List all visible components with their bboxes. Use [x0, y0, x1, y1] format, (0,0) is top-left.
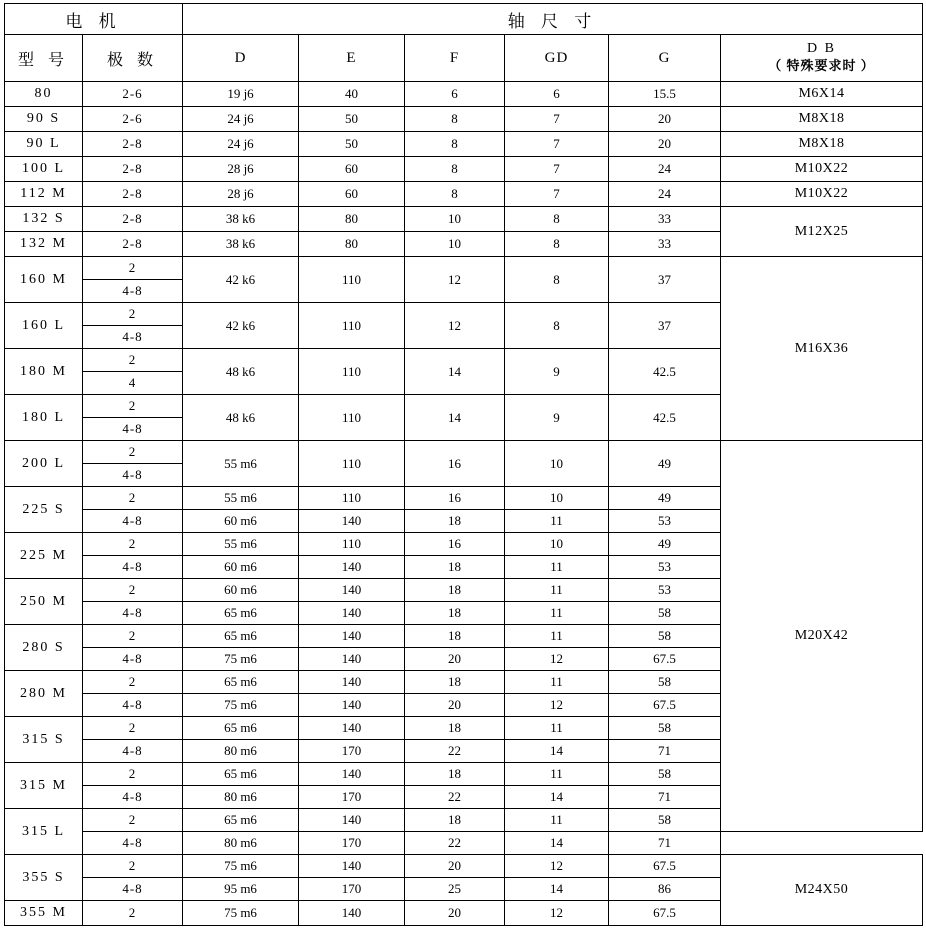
cell-d: 55 m6 — [183, 487, 299, 510]
cell-db: M16X36 — [721, 257, 923, 441]
cell-gd: 9 — [505, 349, 609, 395]
cell-poles: 2 — [83, 809, 183, 832]
shaft-dimensions-table — [4, 3, 923, 926]
cell-poles: 2 — [83, 855, 183, 878]
cell-d: 60 m6 — [183, 579, 299, 602]
cell-gd: 12 — [505, 901, 609, 926]
header-db — [721, 35, 923, 82]
cell-d: 19 j6 — [183, 82, 299, 107]
cell-gd: 8 — [505, 207, 609, 232]
cell-f: 20 — [405, 901, 505, 926]
cell-gd: 11 — [505, 809, 609, 832]
cell-d: 60 m6 — [183, 556, 299, 579]
cell-g: 58 — [609, 625, 721, 648]
cell-g: 49 — [609, 441, 721, 487]
cell-poles: 2-8 — [83, 232, 183, 257]
cell-e: 140 — [299, 694, 405, 717]
cell-d: 75 m6 — [183, 694, 299, 717]
cell-d: 55 m6 — [183, 533, 299, 556]
cell-g: 37 — [609, 303, 721, 349]
cell-model: 315 L — [5, 809, 83, 855]
cell-poles: 2 — [83, 395, 183, 418]
cell-g: 20 — [609, 107, 721, 132]
cell-gd: 14 — [505, 786, 609, 809]
cell-d: 75 m6 — [183, 901, 299, 926]
table-row — [5, 107, 923, 132]
cell-g: 49 — [609, 487, 721, 510]
cell-gd: 11 — [505, 763, 609, 786]
cell-model: 180 L — [5, 395, 83, 441]
cell-gd: 11 — [505, 510, 609, 533]
cell-e: 50 — [299, 132, 405, 157]
cell-f: 18 — [405, 579, 505, 602]
header-e: E — [299, 35, 405, 82]
cell-model: 90 S — [5, 107, 83, 132]
header-g: G — [609, 35, 721, 82]
cell-poles: 4-8 — [83, 464, 183, 487]
table-row — [5, 207, 923, 232]
cell-d: 60 m6 — [183, 510, 299, 533]
cell-d: 95 m6 — [183, 878, 299, 901]
cell-gd: 8 — [505, 303, 609, 349]
cell-f: 18 — [405, 602, 505, 625]
cell-gd: 12 — [505, 648, 609, 671]
cell-g: 24 — [609, 182, 721, 207]
cell-gd: 7 — [505, 182, 609, 207]
cell-poles: 2-8 — [83, 132, 183, 157]
cell-f: 25 — [405, 878, 505, 901]
cell-e: 40 — [299, 82, 405, 107]
cell-poles: 4-8 — [83, 602, 183, 625]
cell-poles: 2 — [83, 257, 183, 280]
cell-g: 33 — [609, 207, 721, 232]
cell-model: 90 L — [5, 132, 83, 157]
cell-d: 55 m6 — [183, 441, 299, 487]
cell-f: 8 — [405, 107, 505, 132]
cell-d: 65 m6 — [183, 809, 299, 832]
cell-e: 140 — [299, 717, 405, 740]
cell-g: 58 — [609, 763, 721, 786]
cell-poles: 2 — [83, 717, 183, 740]
cell-gd: 12 — [505, 694, 609, 717]
cell-g: 67.5 — [609, 694, 721, 717]
table-row — [5, 182, 923, 207]
cell-f: 8 — [405, 182, 505, 207]
cell-model: 225 M — [5, 533, 83, 579]
cell-f: 18 — [405, 671, 505, 694]
cell-g: 20 — [609, 132, 721, 157]
cell-g: 67.5 — [609, 901, 721, 926]
header-db-main: D B — [807, 41, 836, 56]
cell-model: 132 M — [5, 232, 83, 257]
cell-poles: 2 — [83, 671, 183, 694]
cell-model: 160 M — [5, 257, 83, 303]
spec-sheet — [0, 3, 926, 937]
cell-e: 140 — [299, 648, 405, 671]
cell-poles: 4-8 — [83, 418, 183, 441]
cell-g: 15.5 — [609, 82, 721, 107]
cell-e: 60 — [299, 157, 405, 182]
cell-f: 22 — [405, 786, 505, 809]
header-shaft-group: 轴 尺 寸 — [183, 4, 923, 35]
cell-gd: 14 — [505, 878, 609, 901]
cell-e: 80 — [299, 207, 405, 232]
cell-d: 38 k6 — [183, 207, 299, 232]
cell-db: M12X25 — [721, 207, 923, 257]
cell-model: 250 M — [5, 579, 83, 625]
header-poles: 极 数 — [83, 35, 183, 82]
cell-model: 225 S — [5, 487, 83, 533]
cell-f: 20 — [405, 648, 505, 671]
cell-gd: 10 — [505, 441, 609, 487]
cell-poles: 4-8 — [83, 694, 183, 717]
cell-poles: 2-6 — [83, 82, 183, 107]
cell-f: 22 — [405, 740, 505, 763]
cell-g: 49 — [609, 533, 721, 556]
cell-f: 8 — [405, 157, 505, 182]
cell-e: 140 — [299, 579, 405, 602]
cell-e: 170 — [299, 832, 405, 855]
cell-poles: 2 — [83, 533, 183, 556]
cell-f: 14 — [405, 349, 505, 395]
cell-model: 160 L — [5, 303, 83, 349]
cell-d: 75 m6 — [183, 855, 299, 878]
table-header — [5, 4, 923, 82]
cell-g: 37 — [609, 257, 721, 303]
cell-e: 60 — [299, 182, 405, 207]
cell-d: 24 j6 — [183, 132, 299, 157]
cell-f: 20 — [405, 855, 505, 878]
table-row — [5, 855, 923, 878]
cell-g: 58 — [609, 602, 721, 625]
table-row — [5, 82, 923, 107]
cell-g: 58 — [609, 717, 721, 740]
cell-gd: 11 — [505, 625, 609, 648]
cell-db: M10X22 — [721, 182, 923, 207]
cell-poles: 4-8 — [83, 786, 183, 809]
header-d: D — [183, 35, 299, 82]
cell-model: 355 S — [5, 855, 83, 901]
header-column-row — [5, 35, 923, 82]
cell-db: M8X18 — [721, 107, 923, 132]
cell-d: 28 j6 — [183, 157, 299, 182]
table-body — [5, 82, 923, 926]
cell-g: 33 — [609, 232, 721, 257]
table-row — [5, 157, 923, 182]
cell-model: 200 L — [5, 441, 83, 487]
cell-poles: 2 — [83, 487, 183, 510]
cell-f: 14 — [405, 395, 505, 441]
cell-f: 16 — [405, 533, 505, 556]
cell-f: 10 — [405, 232, 505, 257]
cell-e: 80 — [299, 232, 405, 257]
cell-e: 140 — [299, 809, 405, 832]
cell-poles: 2-6 — [83, 107, 183, 132]
cell-poles: 2-8 — [83, 207, 183, 232]
cell-gd: 14 — [505, 832, 609, 855]
cell-e: 170 — [299, 878, 405, 901]
cell-gd: 8 — [505, 232, 609, 257]
cell-d: 24 j6 — [183, 107, 299, 132]
cell-gd: 7 — [505, 157, 609, 182]
header-db-sub: （ 特殊要求时 ） — [768, 58, 875, 73]
cell-poles: 4-8 — [83, 878, 183, 901]
cell-e: 110 — [299, 257, 405, 303]
table-row — [5, 132, 923, 157]
cell-gd: 12 — [505, 855, 609, 878]
cell-e: 140 — [299, 901, 405, 926]
cell-d: 80 m6 — [183, 786, 299, 809]
cell-e: 140 — [299, 556, 405, 579]
cell-f: 16 — [405, 441, 505, 487]
table-row — [5, 257, 923, 280]
cell-f: 18 — [405, 717, 505, 740]
cell-e: 110 — [299, 395, 405, 441]
cell-f: 10 — [405, 207, 505, 232]
cell-poles: 2 — [83, 901, 183, 926]
cell-d: 42 k6 — [183, 257, 299, 303]
cell-d: 65 m6 — [183, 625, 299, 648]
cell-model: 280 M — [5, 671, 83, 717]
cell-model: 280 S — [5, 625, 83, 671]
cell-db: M8X18 — [721, 132, 923, 157]
cell-d: 65 m6 — [183, 717, 299, 740]
cell-e: 110 — [299, 487, 405, 510]
cell-poles: 4-8 — [83, 556, 183, 579]
cell-poles: 4-8 — [83, 832, 183, 855]
cell-d: 48 k6 — [183, 349, 299, 395]
cell-db: M20X42 — [721, 441, 923, 832]
cell-gd: 11 — [505, 671, 609, 694]
cell-e: 110 — [299, 441, 405, 487]
cell-e: 140 — [299, 625, 405, 648]
table-row — [5, 832, 923, 855]
cell-e: 140 — [299, 855, 405, 878]
cell-gd: 6 — [505, 82, 609, 107]
cell-poles: 4 — [83, 372, 183, 395]
cell-gd: 10 — [505, 487, 609, 510]
cell-f: 18 — [405, 763, 505, 786]
cell-g: 67.5 — [609, 648, 721, 671]
cell-f: 12 — [405, 303, 505, 349]
cell-g: 24 — [609, 157, 721, 182]
cell-e: 110 — [299, 533, 405, 556]
cell-f: 22 — [405, 832, 505, 855]
cell-e: 110 — [299, 349, 405, 395]
cell-model: 112 M — [5, 182, 83, 207]
cell-model: 315 S — [5, 717, 83, 763]
cell-gd: 7 — [505, 132, 609, 157]
cell-db: M24X50 — [721, 855, 923, 926]
cell-db: M6X14 — [721, 82, 923, 107]
cell-gd: 11 — [505, 579, 609, 602]
cell-poles: 2-8 — [83, 182, 183, 207]
cell-g: 71 — [609, 740, 721, 763]
cell-e: 140 — [299, 510, 405, 533]
cell-f: 18 — [405, 510, 505, 533]
cell-gd: 11 — [505, 602, 609, 625]
cell-d: 65 m6 — [183, 763, 299, 786]
cell-d: 48 k6 — [183, 395, 299, 441]
cell-d: 38 k6 — [183, 232, 299, 257]
cell-gd: 7 — [505, 107, 609, 132]
cell-poles: 4-8 — [83, 740, 183, 763]
cell-e: 50 — [299, 107, 405, 132]
cell-d: 42 k6 — [183, 303, 299, 349]
cell-model: 80 — [5, 82, 83, 107]
cell-poles: 2 — [83, 763, 183, 786]
cell-gd: 9 — [505, 395, 609, 441]
cell-g: 58 — [609, 671, 721, 694]
cell-db: M10X22 — [721, 157, 923, 182]
cell-gd: 10 — [505, 533, 609, 556]
cell-poles: 2-8 — [83, 157, 183, 182]
cell-poles: 4-8 — [83, 510, 183, 533]
header-gd: GD — [505, 35, 609, 82]
cell-g: 86 — [609, 878, 721, 901]
cell-f: 16 — [405, 487, 505, 510]
cell-e: 110 — [299, 303, 405, 349]
cell-d: 65 m6 — [183, 671, 299, 694]
header-group-row — [5, 4, 923, 35]
cell-model: 132 S — [5, 207, 83, 232]
cell-poles: 4-8 — [83, 326, 183, 349]
cell-gd: 14 — [505, 740, 609, 763]
cell-poles: 4-8 — [83, 648, 183, 671]
header-f: F — [405, 35, 505, 82]
header-motor-group: 电 机 — [5, 4, 183, 35]
cell-model: 180 M — [5, 349, 83, 395]
cell-f: 8 — [405, 132, 505, 157]
cell-poles: 2 — [83, 579, 183, 602]
cell-gd: 11 — [505, 717, 609, 740]
cell-g: 67.5 — [609, 855, 721, 878]
cell-g: 42.5 — [609, 349, 721, 395]
cell-poles: 4-8 — [83, 280, 183, 303]
cell-model: 355 M — [5, 901, 83, 926]
cell-d: 65 m6 — [183, 602, 299, 625]
cell-e: 170 — [299, 740, 405, 763]
cell-f: 18 — [405, 625, 505, 648]
cell-g: 71 — [609, 786, 721, 809]
cell-g: 53 — [609, 556, 721, 579]
cell-f: 6 — [405, 82, 505, 107]
cell-g: 53 — [609, 510, 721, 533]
cell-d: 80 m6 — [183, 832, 299, 855]
cell-e: 140 — [299, 763, 405, 786]
cell-poles: 2 — [83, 441, 183, 464]
cell-d: 80 m6 — [183, 740, 299, 763]
cell-e: 170 — [299, 786, 405, 809]
cell-f: 20 — [405, 694, 505, 717]
cell-g: 58 — [609, 809, 721, 832]
cell-f: 12 — [405, 257, 505, 303]
cell-f: 18 — [405, 556, 505, 579]
cell-gd: 8 — [505, 257, 609, 303]
cell-g: 42.5 — [609, 395, 721, 441]
cell-gd: 11 — [505, 556, 609, 579]
header-model: 型 号 — [5, 35, 83, 82]
cell-poles: 2 — [83, 303, 183, 326]
cell-model: 315 M — [5, 763, 83, 809]
cell-e: 140 — [299, 671, 405, 694]
table-row — [5, 441, 923, 464]
cell-poles: 2 — [83, 625, 183, 648]
cell-d: 75 m6 — [183, 648, 299, 671]
cell-model: 100 L — [5, 157, 83, 182]
cell-poles: 2 — [83, 349, 183, 372]
cell-e: 140 — [299, 602, 405, 625]
cell-f: 18 — [405, 809, 505, 832]
cell-g: 71 — [609, 832, 721, 855]
cell-d: 28 j6 — [183, 182, 299, 207]
cell-g: 53 — [609, 579, 721, 602]
